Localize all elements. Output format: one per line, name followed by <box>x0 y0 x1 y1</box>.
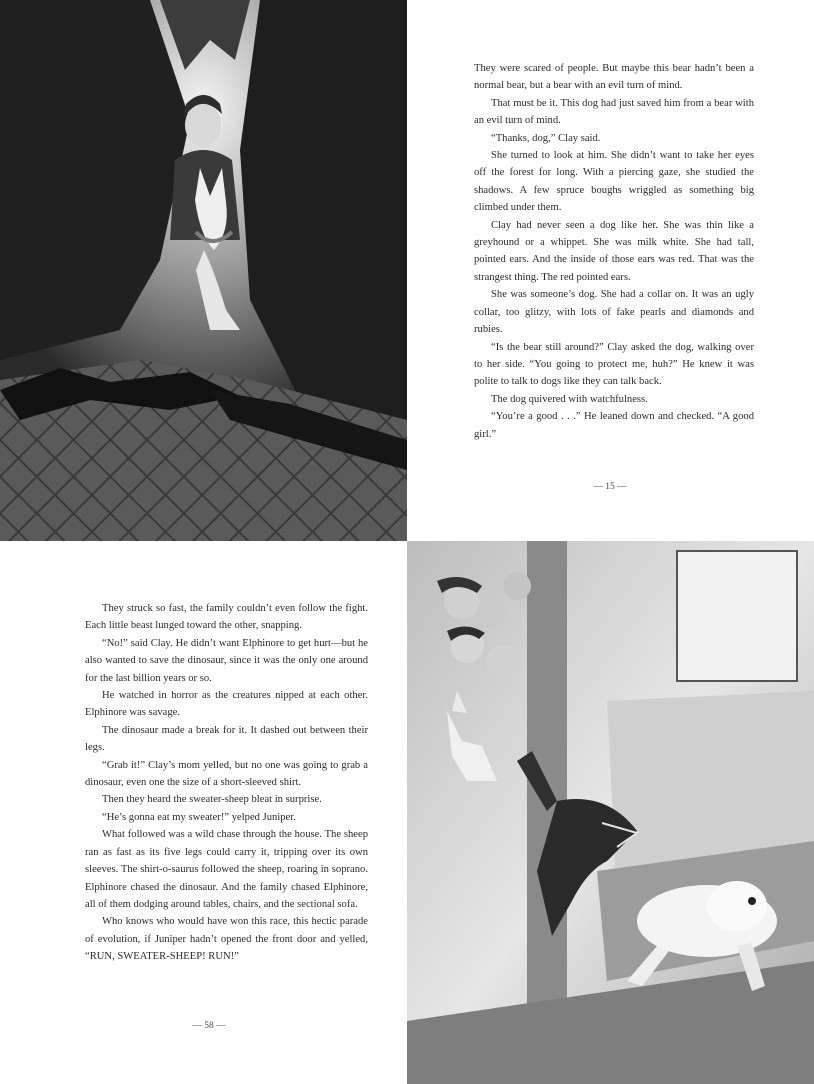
paragraph: “Thanks, dog,” Clay said. <box>491 132 601 144</box>
page-number: — 15 — <box>593 482 627 492</box>
paragraph: He watched in horror as the creatures nipped at each other. Elphinore was savage. <box>85 690 368 719</box>
paragraph: They struck so fast, the family couldn’t even follow the fight. Each little beast lunged toward the other, snapping. <box>85 603 368 632</box>
book-page-15 <box>407 0 814 541</box>
forest-illustration <box>0 0 407 541</box>
paragraph: The dinosaur made a break for it. It dashed out between their legs. <box>85 724 368 754</box>
paragraph: Clay had never seen a dog like her. She was thin like a greyhound or a whippet. She was milk white. She had tall, pointed ears. And the inside of those ears was red. That was the strangest thing. The red pointed ears. <box>474 219 754 283</box>
house-chase-drawing <box>407 541 814 1084</box>
paragraph: That must be it. This dog had just saved him from a bear with an evil turn of mind. <box>474 97 754 127</box>
paragraph: “Grab it!” Clay’s mom yelled, but no one was going to grab a dinosaur, even one the size of a short-sleeved shirt. <box>85 759 368 789</box>
paragraph: What followed was a wild chase through the house. The sheep ran as fast as its five legs could carry it, tripping over its own sleeves. The shirt-o-saurus followed the sheep, roaring in soprano. Elphinore chased the dinosaur. And the family chased Elphinore, all of them dodging around tables, chairs, and the sectional sofa. <box>85 829 368 910</box>
paragraph: She turned to look at him. She didn’t want to take her eyes off the forest for long. With a piercing gaze, she studied the shadows. A few spruce boughs wriggled as something big climbed under them. <box>474 150 754 214</box>
paragraph: Who knows who would have won this race, this hectic parade of evolution, if Juniper hadn’t opened the front door and yelled, “RUN, SWEATER-SHEEP! RUN!” <box>85 916 368 963</box>
page-58-body-text <box>85 600 368 966</box>
chase-illustration <box>407 541 814 1084</box>
page-number: — 58 — <box>192 1021 226 1031</box>
paragraph: She was someone’s dog. She had a collar on. It was an ugly collar, too glitzy, with lots of fake pearls and diamonds and rubies. <box>474 289 754 336</box>
paragraph: They were scared of people. But maybe this bear hadn’t been a normal bear, but a bear with an evil turn of mind. <box>474 63 754 92</box>
paragraph: Then they heard the sweater-sheep bleat in surprise. <box>102 794 322 806</box>
paragraph: “Is the bear still around?” Clay asked the dog, walking over to her side. “You going to protect me, huh?” He knew it was polite to talk to dogs like they can talk back. <box>474 341 754 388</box>
forest-scene-drawing <box>0 0 407 541</box>
book-page-58 <box>0 541 407 1084</box>
page-15-body-text <box>474 60 754 443</box>
paragraph: “He’s gonna eat my sweater!” yelped Juniper. <box>102 811 296 823</box>
paragraph: The dog quivered with watchfulness. <box>491 393 648 405</box>
paragraph: “You’re a good . . .” He leaned down and checked. “A good girl.” <box>474 411 754 440</box>
paragraph: “No!” said Clay. He didn’t want Elphinore to get hurt—but he also wanted to save the dinosaur, since it was the only one around for the last billion years or so. <box>85 637 368 684</box>
